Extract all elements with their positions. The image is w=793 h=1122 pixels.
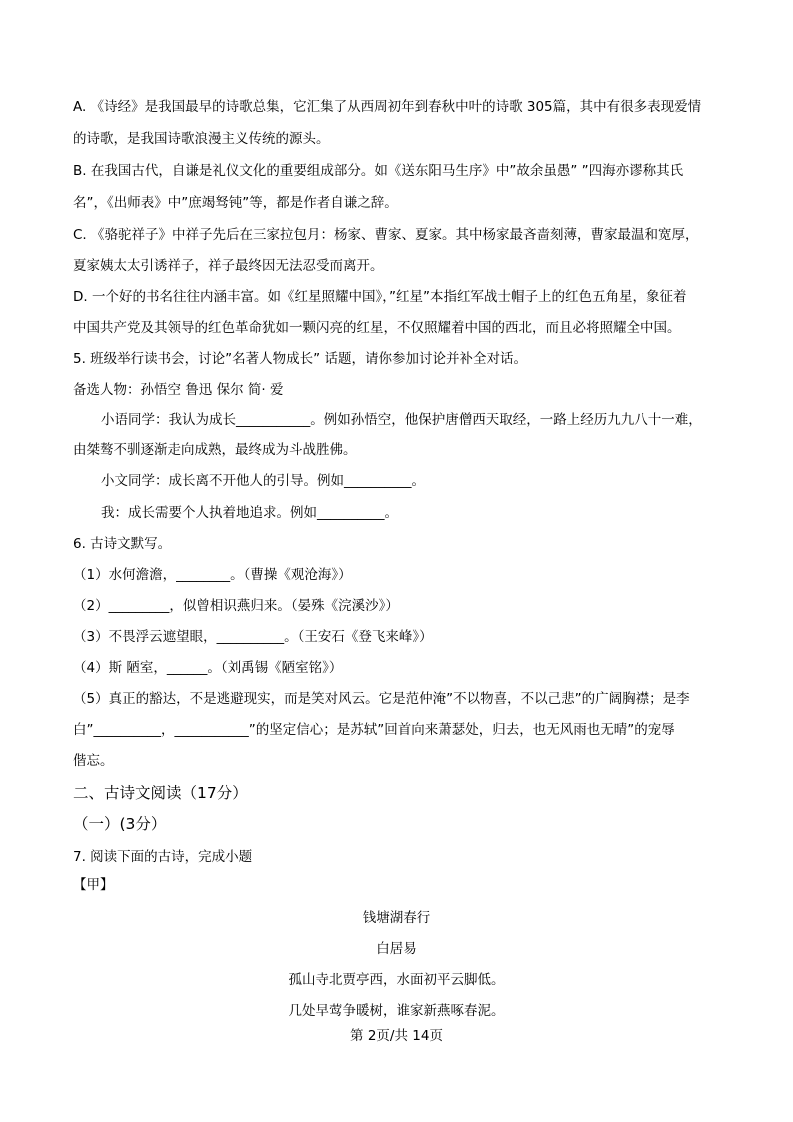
option-d-line-2: 中国共产党及其领导的红色革命犹如一颗闪亮的红星，不仅照耀着中国的西北，而且必将照耀全中国。 [73,320,681,336]
poem-line-1: 孤山寺北贾亭西，水面初平云脚低。 [288,972,505,988]
question-6-item-5-line-2: 白”__________，___________”的坚定信心；是苏轼”回首向来萧瑟处，归去，也无风雨也无晴”的宠辱 [73,722,675,738]
poem-line-2: 几处早莺争暖树，谁家新燕啄春泥。 [288,1003,505,1019]
part-jia-label: 【甲】 [73,877,114,893]
poem-author: 白居易 [376,941,417,957]
option-a-line-2: 的诗歌，是我国诗歌浪漫主义传统的源头。 [73,131,330,147]
dialogue-me: 我：成长需要个人执着地追求。例如__________。 [101,505,398,521]
option-d-line-1: D. 一个好的书名往往内涵丰富。如《红星照耀中国》，”红星”本指红军战士帽子上的红色五角星，象征着 [73,289,687,305]
candidate-characters: 备选人物：孙悟空 鲁迅 保尔 简· 爱 [73,382,284,398]
option-c-line-2: 夏家姨太太引诱祥子，祥子最终因无法忍受而离开。 [73,258,384,274]
question-5: 5. 班级举行读书会，讨论”名著人物成长” 话题，请你参加讨论并补全对话。 [73,351,527,367]
option-c-line-1: C. 《骆驼祥子》中祥子先后在三家拉包月：杨家、曹家、夏家。其中杨家最吝啬刻薄，曹家最温和宽厚， [73,227,699,243]
question-6: 6. 古诗文默写。 [73,536,172,552]
option-b-line-2: 名”，《出师表》中”庶竭驽钝”等，都是作者自谦之辞。 [73,195,398,211]
option-b-line-1: B. 在我国古代，自谦是礼仪文化的重要组成部分。如《送东阳马生序》中”故余虽愚” ”四海亦谬称其氏 [73,163,684,179]
question-7: 7. 阅读下面的古诗，完成小题 [73,849,253,865]
poem-title: 钱塘湖春行 [362,910,431,926]
question-6-item-1: （1）水何澹澹，________。（曹操《观沧海》） [73,567,352,583]
subsection-heading: （一）(3分） [73,815,167,833]
question-6-item-2: （2）_________，似曾相识燕归来。（晏殊《浣溪沙》） [73,598,399,614]
dialogue-xiaowen: 小文同学：成长离不开他人的引导。例如__________。 [101,473,425,489]
question-6-item-5-line-1: （5）真正的豁达，不是逃避现实，而是笑对风云。它是范仲淹”不以物喜，不以己悲”的广阔胸襟；是李 [73,691,690,707]
option-a-line-1: A. 《诗经》是我国最早的诗歌总集，它汇集了从西周初年到春秋中叶的诗歌 305篇，其中有很多表现爱情 [73,99,702,115]
question-6-item-4: （4）斯 陋室，______。（刘禹锡《陋室铭》） [73,660,343,676]
page-footer: 第 2页/共 14页 [350,1028,443,1044]
question-6-item-3: （3）不畏浮云遮望眼，__________。（王安石《登飞来峰》） [73,629,433,645]
section-heading: 二、古诗文阅读（17分） [73,784,248,802]
dialogue-xiaoyu-1: 小语同学：我认为成长___________。例如孙悟空，他保护唐僧西天取经，一路上经历九九八十一难， [101,412,702,428]
dialogue-xiaoyu-2: 由桀骜不驯逐渐走向成熟，最终成为斗战胜佛。 [73,442,357,458]
question-6-item-5-line-3: 偕忘。 [73,753,114,769]
